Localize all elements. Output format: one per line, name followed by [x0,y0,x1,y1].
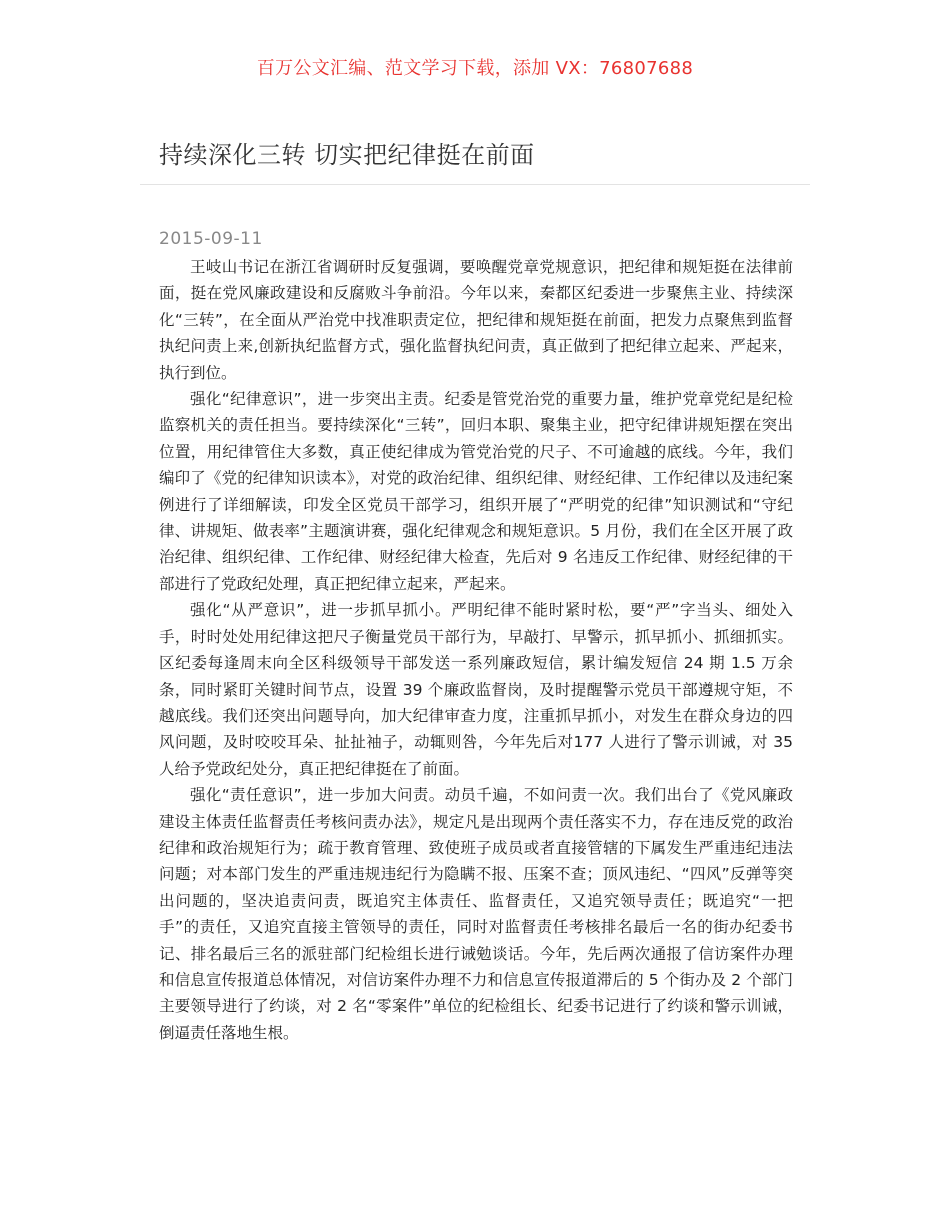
article-body [159,254,793,1046]
article-title: 持续深化三转 切实把纪律挺在前面 [159,141,535,169]
article-paragraph: 王岐山书记在浙江省调研时反复强调，要唤醒党章党规意识，把纪律和规矩挺在法律前面，挺在党风廉政建设和反腐败斗争前沿。今年以来，秦都区纪委进一步聚焦主业、持续深化“三转”，在全面从严治党中找准职责定位，把纪律和规矩挺在前面，把发力点聚焦到监督执纪问责上来,创新执纪监督方式，强化监督执纪问责，真正做到了把纪律立起来、严起来，执行到位。 [159,258,793,382]
title-divider [140,184,810,185]
article-paragraph: 强化“责任意识”，进一步加大问责。动员千遍，不如问责一次。我们出台了《党风廉政建设主体责任监督责任考核问责办法》，规定凡是出现两个责任落实不力，存在违反党的政治纪律和政治规矩行为；疏于教育管理、致使班子成员或者直接管辖的下属发生严重违纪违法问题；对本部门发生的严重违规违纪行为隐瞒不报、压案不查；顶风违纪、“四风”反弹等突出问题的，坚决追责问责，既追究主体责任、监督责任，又追究领导责任；既追究“一把手”的责任，又追究直接主管领导的责任，同时对监督责任考核排名最后一名的街办纪委书记、排名最后三名的派驻部门纪检组长进行诫勉谈话。今年，先后两次通报了信访案件办理和信息宣传报道总体情况，对信访案件办理不力和信息宣传报道滞后的 5 个街办及 2 个部门主要领导进行了约谈，对 2 名“零案件”单位的纪检组长、纪委书记进行了约谈和警示训诫，倒逼责任落地生根。 [159,786,793,1042]
promo-banner: 百万公文汇编、范文学习下载，添加 VX：76807688 [256,58,694,79]
article-paragraph: 强化“纪律意识”，进一步突出主责。纪委是管党治党的重要力量，维护党章党纪是纪检监察机关的责任担当。要持续深化“三转”，回归本职、聚集主业，把守纪律讲规矩摆在突出位置，用纪律管住大多数，真正使纪律成为管党治党的尺子、不可逾越的底线。今年，我们编印了《党的纪律知识读本》，对党的政治纪律、组织纪律、财经纪律、工作纪律以及违纪案例进行了详细解读，印发全区党员干部学习，组织开展了“严明党的纪律”知识测试和“守纪律、讲规矩、做表率”主题演讲赛，强化纪律观念和规矩意识。5 月份，我们在全区开展了政治纪律、组织纪律、工作纪律、财经纪律大检查，先后对 9 名违反工作纪律、财经纪律的干部进行了党政纪处理，真正把纪律立起来，严起来。 [159,390,793,593]
article-paragraph: 强化“从严意识”，进一步抓早抓小。严明纪律不能时紧时松，要“严”字当头、细处入手，时时处处用纪律这把尺子衡量党员干部行为，早敲打、早警示，抓早抓小、抓细抓实。区纪委每逢周末向全区科级领导干部发送一系列廉政短信，累计编发短信 24 期 1.5 万余条，同时紧盯关键时间节点，设置 39 个廉政监督岗，及时提醒警示党员干部遵规守矩，不越底线。我们还突出问题导向，加大纪律审查力度，注重抓早抓小，对发生在群众身边的四风问题，及时咬咬耳朵、扯扯袖子，动辄则咎，今年先后对177 人进行了警示训诫，对 35 人给予党政纪处分，真正把纪律挺在了前面。 [159,601,793,778]
article-date: 2015-09-11 [159,229,263,249]
